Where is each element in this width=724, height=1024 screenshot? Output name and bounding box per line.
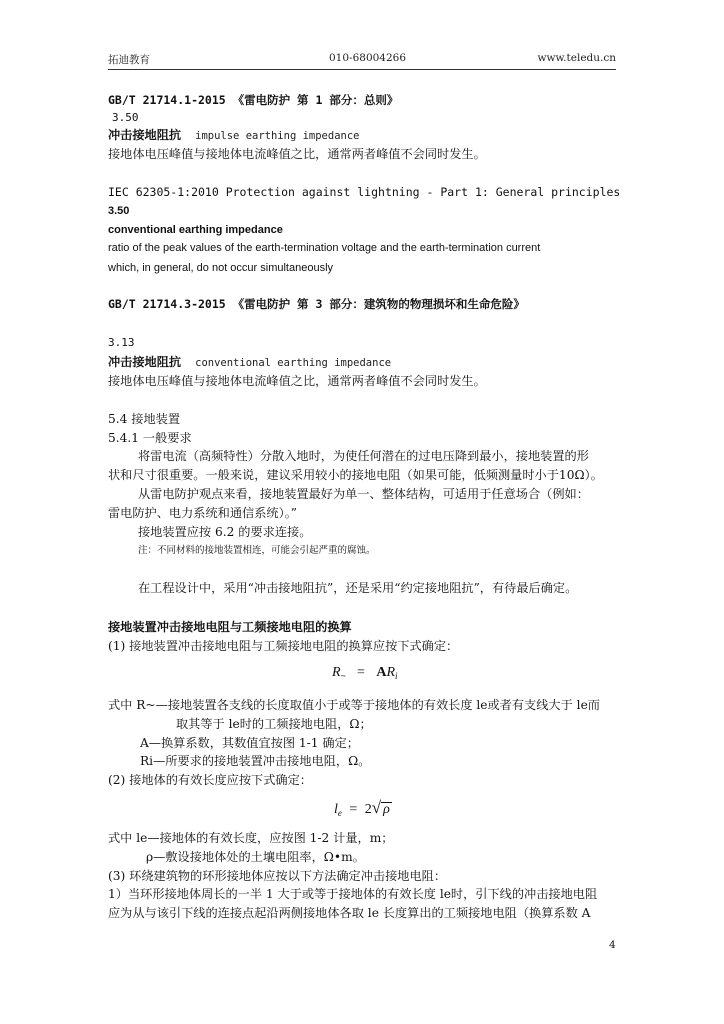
where1-d: Ri—所要求的接地装置冲击接地电阻，Ω。 bbox=[140, 754, 371, 768]
item3-1-line2: 应为从与该引下线的连接点起沿两侧接地体各取 le 长度算出的工频接地电阻（换算系数 A bbox=[108, 906, 591, 920]
section2-number: 3.50 bbox=[108, 205, 130, 217]
where2-a: 式中 le—接地体的有效长度，应按图 1-2 计量，m； bbox=[108, 831, 394, 845]
formula2-coef: 2 bbox=[364, 802, 372, 817]
where2-b: ρ—敷设接地体处的土壤电阻率，Ω•m。 bbox=[146, 850, 365, 864]
para2-line1: 从雷电防护观点来看，接地装置最好为单一、整体结构，可适用于任意场合（例如： bbox=[138, 487, 589, 501]
section1-number: 3.50 bbox=[112, 111, 139, 124]
where1-a: 式中 R~—接地装置各支线的长度取值小于或等于接地体的有效长度 le或者有支线大于 le而 bbox=[108, 698, 600, 712]
formula1-lhs-sub: ~ bbox=[340, 671, 346, 681]
section1-standard: GB/T 21714.1-2015 《雷电防护 第 1 部分：总则》 bbox=[108, 93, 399, 107]
formula1-lhs: R bbox=[332, 665, 341, 680]
header-rule bbox=[108, 69, 616, 70]
formula-1 bbox=[332, 665, 398, 684]
conversion-item2: (2) 接地体的有效长度应按下式确定： bbox=[108, 773, 312, 787]
where1-c: A—换算系数，其数值宜按图 1-1 确定； bbox=[140, 736, 359, 750]
section3-number: 3.13 bbox=[108, 336, 135, 349]
section2-term: conventional earthing impedance bbox=[108, 224, 283, 236]
section3-standard: GB/T 21714.3-2015 《雷电防护 第 3 部分：建筑物的物理损坏和生命危险》 bbox=[108, 297, 525, 311]
conversion-heading: 接地装置冲击接地电阻与工频接地电阻的换算 bbox=[108, 620, 352, 634]
formula-2 bbox=[334, 797, 392, 824]
formula1-eq: = bbox=[356, 665, 365, 680]
item3-1-line1: 1）当环形接地体周长的一半 1 大于或等于接地体的有效长度 le时，引下线的冲击接地电阻 bbox=[108, 887, 598, 901]
page-number: 4 bbox=[609, 939, 616, 951]
formula2-radicand: ρ bbox=[383, 802, 390, 817]
section3-term bbox=[108, 354, 391, 371]
note: 注：不同材料的接地装置相连，可能会引起严重的腐蚀。 bbox=[138, 545, 376, 556]
section2-definition-line1: ratio of the peak values of the earth-termination voltage and the earth-termination current bbox=[108, 242, 541, 254]
remark: 在工程设计中，采用“冲击接地阻抗”，还是采用“约定接地阻抗”，有待最后确定。 bbox=[138, 581, 578, 595]
section3-term-cn: 冲击接地阻抗 bbox=[108, 355, 182, 369]
header-phone: 010-68004266 bbox=[329, 52, 407, 64]
formula2-lhs: l bbox=[334, 802, 338, 817]
header-company: 拓迪教育 bbox=[108, 54, 150, 66]
conversion-item1: (1) 接地装置冲击接地电阻与工频接地电阻的换算应按下式确定： bbox=[108, 639, 459, 653]
section3-definition: 接地体电压峰值与接地体电流峰值之比，通常两者峰值不会同时发生。 bbox=[108, 374, 486, 388]
formula1-coef: A bbox=[376, 665, 387, 680]
page-header bbox=[108, 52, 616, 66]
clause-5-4-1: 5.4.1 一般要求 bbox=[108, 431, 192, 445]
section2-standard: IEC 62305-1:2010 Protection against lightning - Part 1: General principles bbox=[108, 185, 621, 199]
section3-term-en: conventional earthing impedance bbox=[195, 357, 392, 369]
header-website: www.teledu.cn bbox=[537, 52, 616, 64]
sqrt-symbol: √ ρ bbox=[371, 798, 390, 817]
where1-b: 取其等于 le时的工频接地电阻，Ω； bbox=[176, 717, 372, 731]
para1-line2: 状和尺寸很重要。一般来说，建议采用较小的接地电阻（如果可能，低频测量时小于10Ω）。 bbox=[108, 468, 603, 482]
section1-definition: 接地体电压峰值与接地体电流峰值之比，通常两者峰值不会同时发生。 bbox=[108, 147, 486, 161]
para3: 接地装置应按 6.2 的要求连接。 bbox=[138, 525, 312, 539]
conversion-item3: (3) 环绕建筑物的环形接地体应按以下方法确定冲击接地电阻： bbox=[108, 869, 447, 883]
section1-term-cn: 冲击接地阻抗 bbox=[108, 128, 182, 142]
formula2-lhs-sub: e bbox=[337, 808, 342, 818]
para1-line1: 将雷电流（高频特性）分散入地时，为使任何潜在的过电压降到最小，接地装置的形 bbox=[138, 449, 589, 463]
clause-5-4: 5.4 接地装置 bbox=[108, 412, 181, 426]
formula1-rhs-sub: i bbox=[395, 671, 398, 681]
section1-term-en: impulse earthing impedance bbox=[195, 130, 360, 142]
formula1-rhs: R bbox=[386, 665, 396, 680]
section2-definition-line2: which, in general, do not occur simultaneously bbox=[108, 262, 334, 274]
para2-line2: 雷电防护、电力系统和通信系统）。” bbox=[108, 506, 298, 520]
section1-term bbox=[108, 127, 360, 144]
formula2-eq: = bbox=[349, 802, 358, 817]
